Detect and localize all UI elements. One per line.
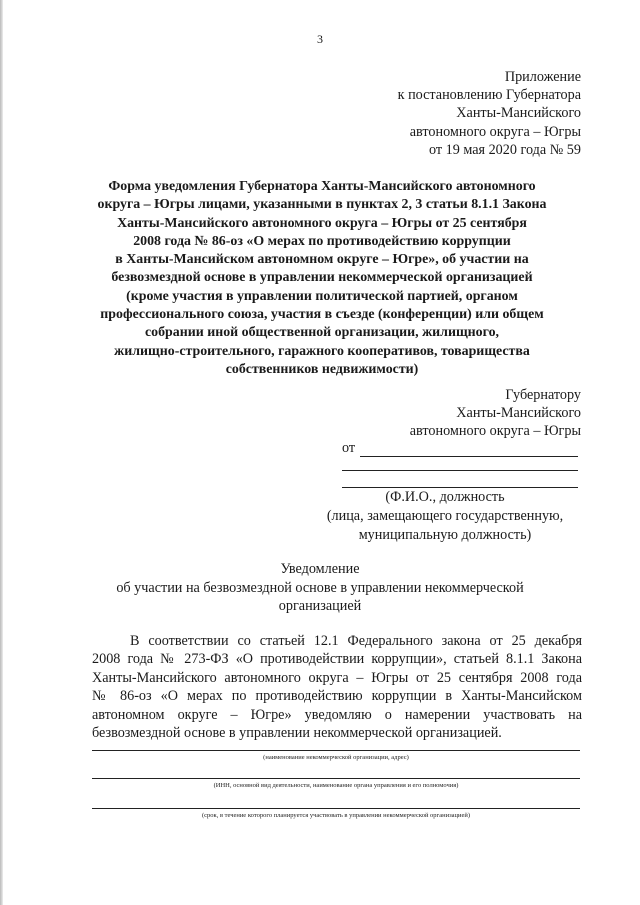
appendix-line: Ханты-Мансийского: [456, 105, 581, 122]
notice-body: [92, 632, 582, 742]
form-title-line: собрании иной общественной организации, жилищного,: [144, 325, 499, 341]
org-name-field: [92, 750, 580, 762]
from-note-line: (лица, замещающего государственную,: [326, 508, 564, 524]
scan-edge: [0, 0, 3, 905]
appendix-line: автономного округа – Югры: [409, 123, 581, 140]
addressee-line: Губернатору: [505, 387, 581, 403]
form-title-line: Форма уведомления Губернатора Ханты-Мансийского автономного: [108, 179, 536, 194]
term-caption: (срок, в течение которого планируется участвовать в управлении некоммерческой организацией): [201, 812, 471, 819]
appendix-line: к постановлению Губернатора: [397, 87, 581, 104]
from-label: от: [342, 440, 356, 456]
org-name-caption: (наименование некоммерческой организации, адрес): [263, 754, 409, 761]
form-title-line: в Ханты-Мансийском автономном округе – Югре», об участии на: [115, 252, 529, 268]
body-line: № 86-оз «О мерах по противодействию коррупции в Ханты-Мансийском: [92, 688, 582, 705]
form-title-line: Ханты-Мансийского автономного округа – Югры от 25 сентября: [117, 215, 527, 231]
inn-input-line[interactable]: [92, 778, 580, 779]
appendix-block: [281, 68, 581, 159]
form-title-line: округа – Югры лицами, указанными в пунктах 2, 3 статьи 8.1.1 Закона: [97, 197, 547, 213]
inn-caption: (ИНН, основной вид деятельности, наименование органа управления и его полномочия): [213, 782, 459, 789]
from-note-line: (Ф.И.О., должность: [385, 489, 505, 505]
notice-heading: Уведомление: [280, 561, 360, 577]
body-line: автономном округе – Югре» уведомляю о намерении участвовать на: [92, 706, 582, 723]
from-name-line-2[interactable]: [342, 470, 578, 471]
form-title-line: жилищно-строительного, гаражного кооперативов, товарищества: [114, 343, 530, 359]
form-title-line: (кроме участия в управлении политической партией, органом: [126, 288, 518, 304]
page-number: 3: [317, 32, 323, 46]
notice-subheading-line: об участии на безвозмездной основе в управлении некоммерческой: [116, 579, 524, 596]
appendix-line: от 19 мая 2020 года № 59: [428, 141, 581, 158]
org-name-input-line[interactable]: [92, 750, 580, 751]
addressee-line: автономного округа – Югры: [409, 423, 581, 440]
body-line: 2008 года № 273-ФЗ «О противодействии коррупции», статьей 8.1.1 Закона: [92, 651, 582, 668]
notice-heading-block: [60, 560, 580, 616]
body-line: Ханты-Мансийского автономного округа – Югры от 25 сентября 2008 года: [92, 669, 582, 686]
body-line: безвозмездной основе в управлении некоммерческой организацией.: [92, 725, 502, 742]
addressee-block: [281, 386, 581, 441]
body-line: В соответствии со статьей 12.1 Федерального закона от 25 декабря: [130, 633, 582, 649]
form-title-line: 2008 года № 86-оз «О мерах по противодействию коррупции: [133, 233, 511, 249]
from-name-line[interactable]: [360, 456, 578, 457]
notice-subheading-line: организацией: [278, 598, 362, 614]
form-title-line: безвозмездной основе в управлении некоммерческой организацией: [111, 270, 533, 286]
inn-field: [92, 778, 580, 790]
form-title-line: собственников недвижимости): [225, 361, 419, 377]
form-title-line: профессионального союза, участия в съезде (конференции) или общем: [100, 307, 544, 323]
term-field: [92, 808, 580, 820]
appendix-line: Приложение: [504, 69, 581, 85]
term-input-line[interactable]: [92, 808, 580, 809]
from-note: [300, 488, 590, 545]
from-note-line: муниципальную должность): [358, 527, 532, 543]
addressee-line: Ханты-Мансийского: [456, 405, 581, 422]
form-title: [72, 178, 572, 379]
